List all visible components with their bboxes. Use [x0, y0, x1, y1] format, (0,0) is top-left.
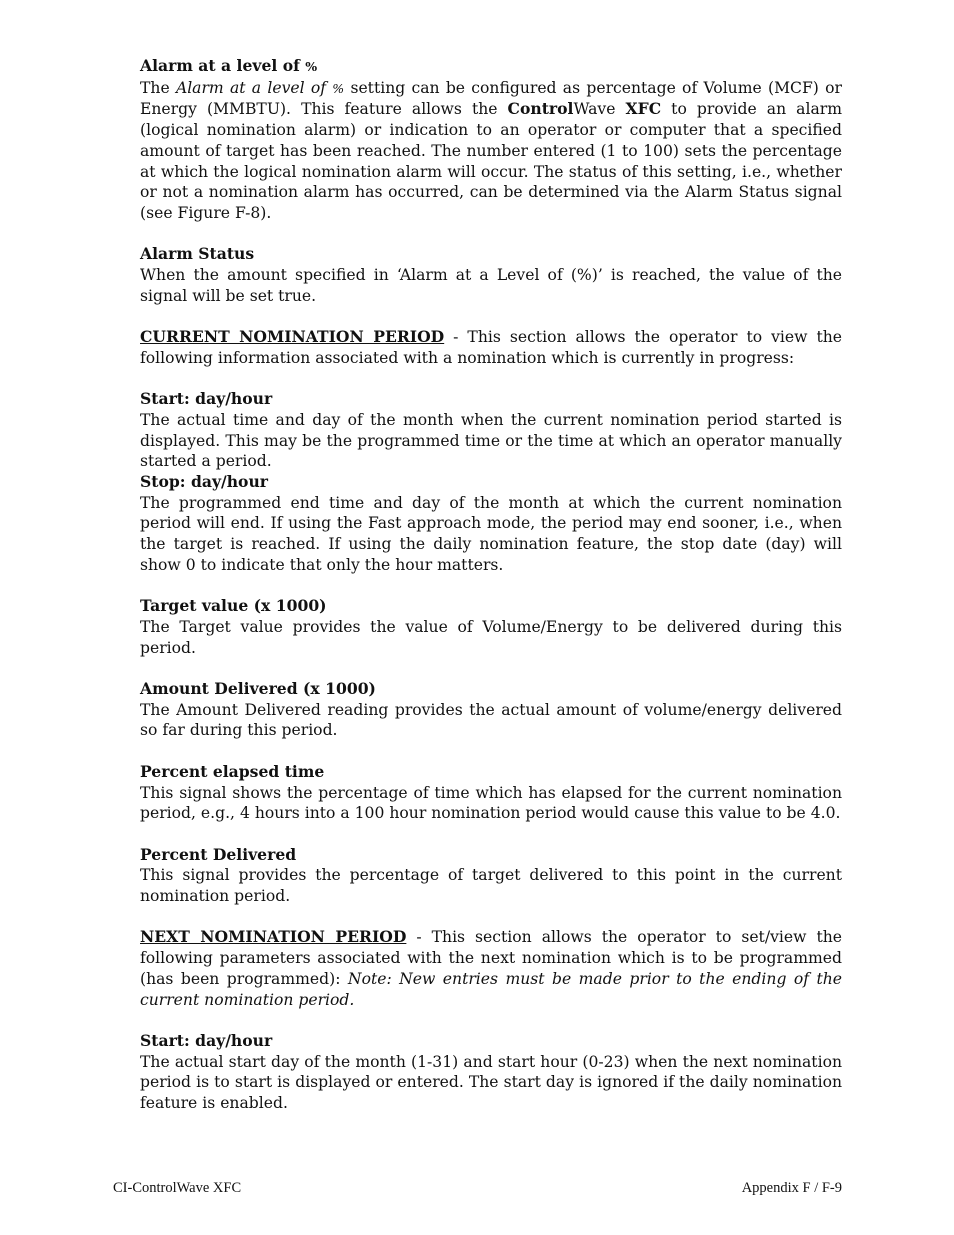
- current-stop-section: [140, 472, 842, 576]
- brand-regular: Wave: [573, 100, 616, 119]
- amount-delivered-body: The Amount Delivered reading provides the actual amount of volume/energy delivered so far during this period.: [140, 700, 842, 740]
- current-stop-body: The programmed end time and day of the month at which the current nomination period will end. If using the Fast approach mode, the period may end sooner, i.e., when the target is reached. If using the daily nomination feature, the stop date (day) will show 0 to indicate that only the hour matters.: [140, 493, 842, 574]
- current-period-intro: [140, 327, 842, 368]
- next-start-body: The actual start day of the month (1-31) and start hour (0-23) when the next nomination period is to start is displayed or entered. The start day is ignored if the daily nomination feature is enabled.: [140, 1052, 842, 1113]
- alarm-level-section: [140, 56, 842, 224]
- target-value-heading: Target value (x 1000): [140, 596, 327, 616]
- next-start-heading: Start: day/hour: [140, 1030, 273, 1050]
- next-start-section: [140, 1031, 842, 1114]
- alarm-level-heading: [140, 56, 842, 78]
- next-period-intro-body: - This section allows the operator to set/view the following parameters associated with the next nomination which is to be programmed (has been programmed):: [140, 928, 842, 988]
- next-period-intro: [140, 927, 842, 1010]
- percent-delivered-body: This signal provides the percentage of target delivered to this point in the current nomination period.: [140, 866, 842, 906]
- target-value-body: The Target value provides the value of Volume/Energy to be delivered during this period.: [140, 617, 842, 657]
- alarm-level-em-pct: %: [332, 80, 345, 96]
- next-period-title: NEXT NOMINATION PERIOD: [140, 927, 407, 947]
- alarm-status-body: When the amount specified in ‘Alarm at a Level of (%)’ is reached, the value of the signal will be set true.: [140, 266, 842, 305]
- alarm-level-text-4: to provide an alarm (logical nomination alarm) or indication to an operator or computer that a specified amount of target has been reached. The number entered (1 to 100) sets the percentage at which the logical nomination alarm will occur. The status of this setting, i.e., whether or not a nomination alarm has occurred, can be determined via the Alarm Status signal (see Figure F-8).: [140, 100, 842, 222]
- current-period-title: CURRENT NOMINATION PERIOD: [140, 327, 445, 347]
- alarm-status-heading: Alarm Status: [140, 244, 255, 264]
- target-value-section: [140, 596, 842, 658]
- alarm-level-body: [140, 78, 842, 224]
- alarm-level-text-3: [615, 100, 625, 118]
- alarm-level-heading-text: Alarm at a level of: [140, 56, 306, 75]
- page-body: [140, 56, 842, 1134]
- alarm-level-text-1: The: [140, 78, 176, 97]
- amount-delivered-heading: Amount Delivered (x 1000): [140, 679, 376, 699]
- current-period-intro-body: - This section allows the operator to view the following information associated with a nomination which is currently in progress:: [140, 328, 842, 367]
- alarm-level-heading-pct: %: [305, 59, 318, 74]
- current-start-heading: Start: day/hour: [140, 389, 273, 409]
- percent-elapsed-section: [140, 762, 842, 824]
- next-period-note: Note: New entries must be made prior to the ending of the current nomination period.: [140, 969, 842, 1009]
- alarm-level-text-2: setting can be configured as percentage of Volume (MCF) or Energy (MMBTU). This feature allows the: [140, 78, 842, 119]
- alarm-status-section: [140, 244, 842, 306]
- alarm-level-em: Alarm at a level of: [175, 78, 333, 97]
- percent-elapsed-heading: Percent elapsed time: [140, 761, 325, 781]
- footer-page-number: Appendix F / F-9: [741, 1180, 842, 1196]
- current-stop-heading: Stop: day/hour: [140, 472, 269, 492]
- percent-delivered-heading: Percent Delivered: [140, 844, 297, 864]
- brand-bold: Control: [507, 99, 574, 119]
- amount-delivered-section: [140, 679, 842, 741]
- brand-xfc: XFC: [625, 99, 662, 119]
- percent-delivered-section: [140, 845, 842, 907]
- current-start-body: The actual time and day of the month when the current nomination period started is displayed. This may be the programmed time or the time at which an operator manually started a period.: [140, 410, 842, 471]
- current-start-section: [140, 389, 842, 472]
- footer-doc-title: CI-ControlWave XFC: [113, 1180, 242, 1196]
- next-period-intro-text: [140, 927, 842, 1010]
- current-period-intro-text: [140, 327, 842, 368]
- percent-elapsed-body: This signal shows the percentage of time which has elapsed for the current nomination period, e.g., 4 hours into a 100 hour nomination period would cause this value to be 4.0.: [140, 783, 842, 823]
